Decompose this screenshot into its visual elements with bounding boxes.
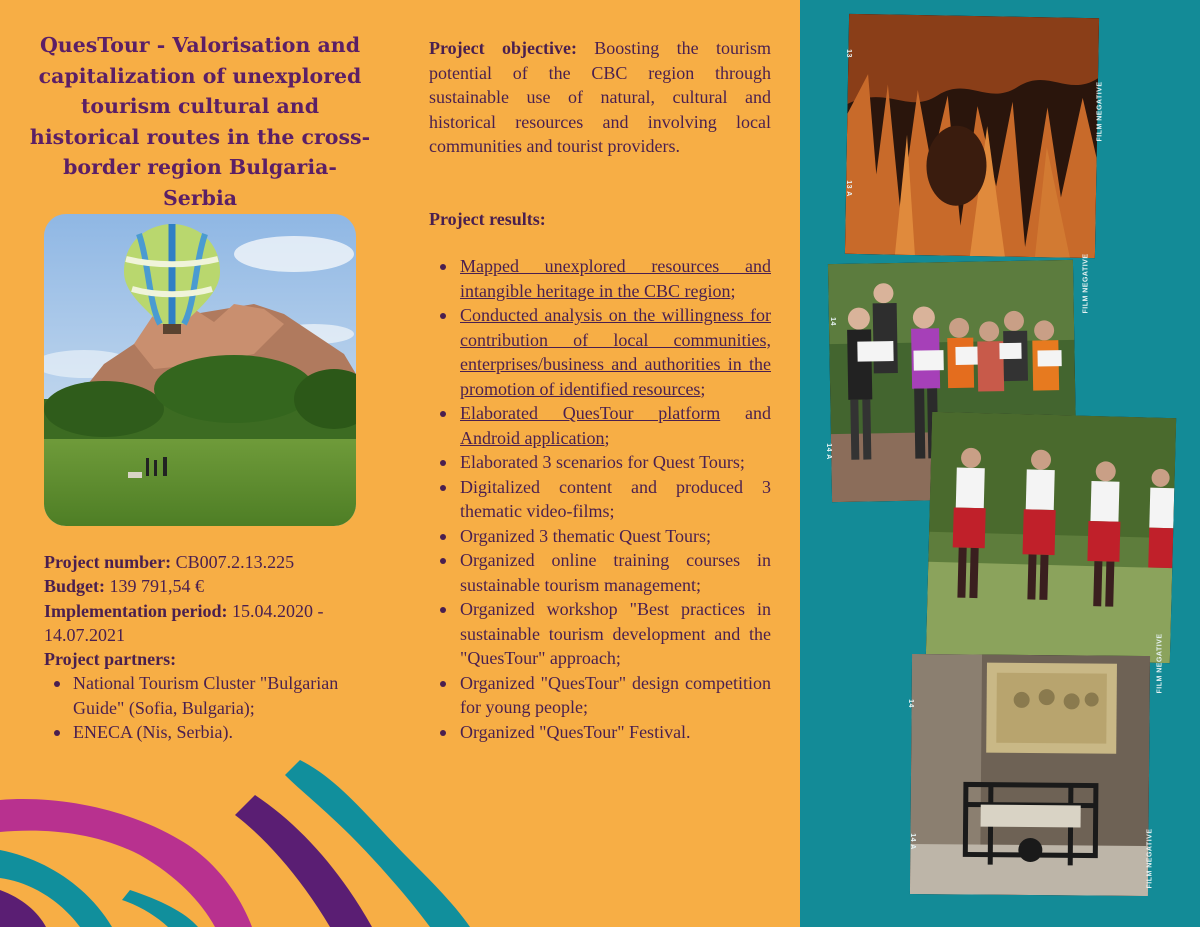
result-item: Elaborated 3 scenarios for Quest Tours; — [460, 450, 771, 475]
left-column — [0, 0, 400, 927]
result-item: Digitalized content and produced 3 thematic video-films; — [460, 475, 771, 524]
paint-brush-decoration — [0, 740, 480, 927]
project-title: QuesTour - Valorisation and capitalization of unexplored tourism cultural and historical routes in the cross-border region Bulgaria-Serbia — [29, 33, 371, 210]
film-negative-label: FILM NEGATIVE — [1096, 81, 1104, 142]
result-link[interactable]: Elaborated QuesTour platform — [460, 403, 721, 423]
period-line — [44, 599, 389, 648]
folk-dance-photo — [926, 412, 1176, 663]
project-info — [44, 550, 389, 744]
balloon-photo-illustration — [44, 214, 356, 526]
film-frame-number: 14 — [828, 317, 836, 326]
project-number-value: CB007.2.13.225 — [171, 552, 295, 572]
result-link[interactable]: Conducted analysis on the willingness for contribution of local communities, enterprises/business and authorities in the promotion of identified resources; — [460, 305, 771, 399]
result-item: Organized "QuesTour" Festival. — [460, 720, 771, 745]
budget-label: Budget: — [44, 576, 106, 597]
result-item: Organized workshop "Best practices in sustainable tourism development and the "QuesTour" approach; — [460, 597, 771, 671]
result-item: Organized 3 thematic Quest Tours; — [460, 524, 771, 549]
objective-label: Project objective: — [429, 38, 577, 58]
objective-paragraph — [429, 36, 771, 159]
film-frame-number: 13 A — [844, 180, 852, 197]
film-frame-number: 14 A — [908, 833, 916, 850]
results-heading: Project results: — [429, 208, 546, 229]
film-frame-number: 14 A — [824, 443, 832, 460]
results-list — [429, 254, 771, 744]
period-value: 15.04.2020 - 14.07.2021 — [44, 600, 324, 645]
partner-item: ENECA (Nis, Serbia). — [73, 720, 389, 744]
photo-strip-panel — [800, 0, 1200, 927]
middle-column — [429, 36, 771, 744]
result-link[interactable]: Android application; — [460, 427, 610, 448]
balloon-photo — [44, 214, 356, 526]
film-frame-number: 14 — [906, 699, 914, 708]
folk-dance-photo-illustration — [926, 412, 1176, 663]
film-negative-label: FILM NEGATIVE — [1156, 633, 1164, 694]
film-negative-label: FILM NEGATIVE — [1082, 253, 1090, 314]
partner-item: National Tourism Cluster "Bulgarian Guide" (Sofia, Bulgaria); — [73, 671, 389, 720]
partners-label: Project partners: — [44, 649, 177, 670]
film-frame-number: 13 — [844, 49, 852, 58]
result-item — [460, 401, 771, 450]
result-text: and — [720, 403, 771, 423]
museum-loom-photo — [910, 654, 1150, 896]
museum-loom-photo-illustration — [910, 654, 1150, 896]
result-item: Organized online training courses in sustainable tourism management; — [460, 548, 771, 597]
result-item — [460, 254, 771, 303]
budget-value: 139 791,54 € — [105, 576, 205, 597]
partners-list — [44, 671, 389, 744]
period-label: Implementation period: — [44, 600, 228, 621]
result-item: Organized "QuesTour" design competition for young people; — [460, 671, 771, 720]
project-number-line — [44, 550, 389, 574]
cave-photo — [845, 14, 1099, 258]
cave-photo-illustration — [845, 14, 1099, 258]
objective-text: Boosting the tourism potential of the CBC region through sustainable use of natural, cultural and historical resources and involving local communities and tourist providers. — [429, 38, 771, 156]
budget-line — [44, 574, 389, 598]
film-negative-label: FILM NEGATIVE — [1146, 828, 1154, 889]
result-link[interactable]: Mapped unexplored resources and intangible heritage in the CBC region; — [460, 256, 771, 301]
project-number-label: Project number: — [44, 552, 172, 572]
result-item — [460, 303, 771, 401]
